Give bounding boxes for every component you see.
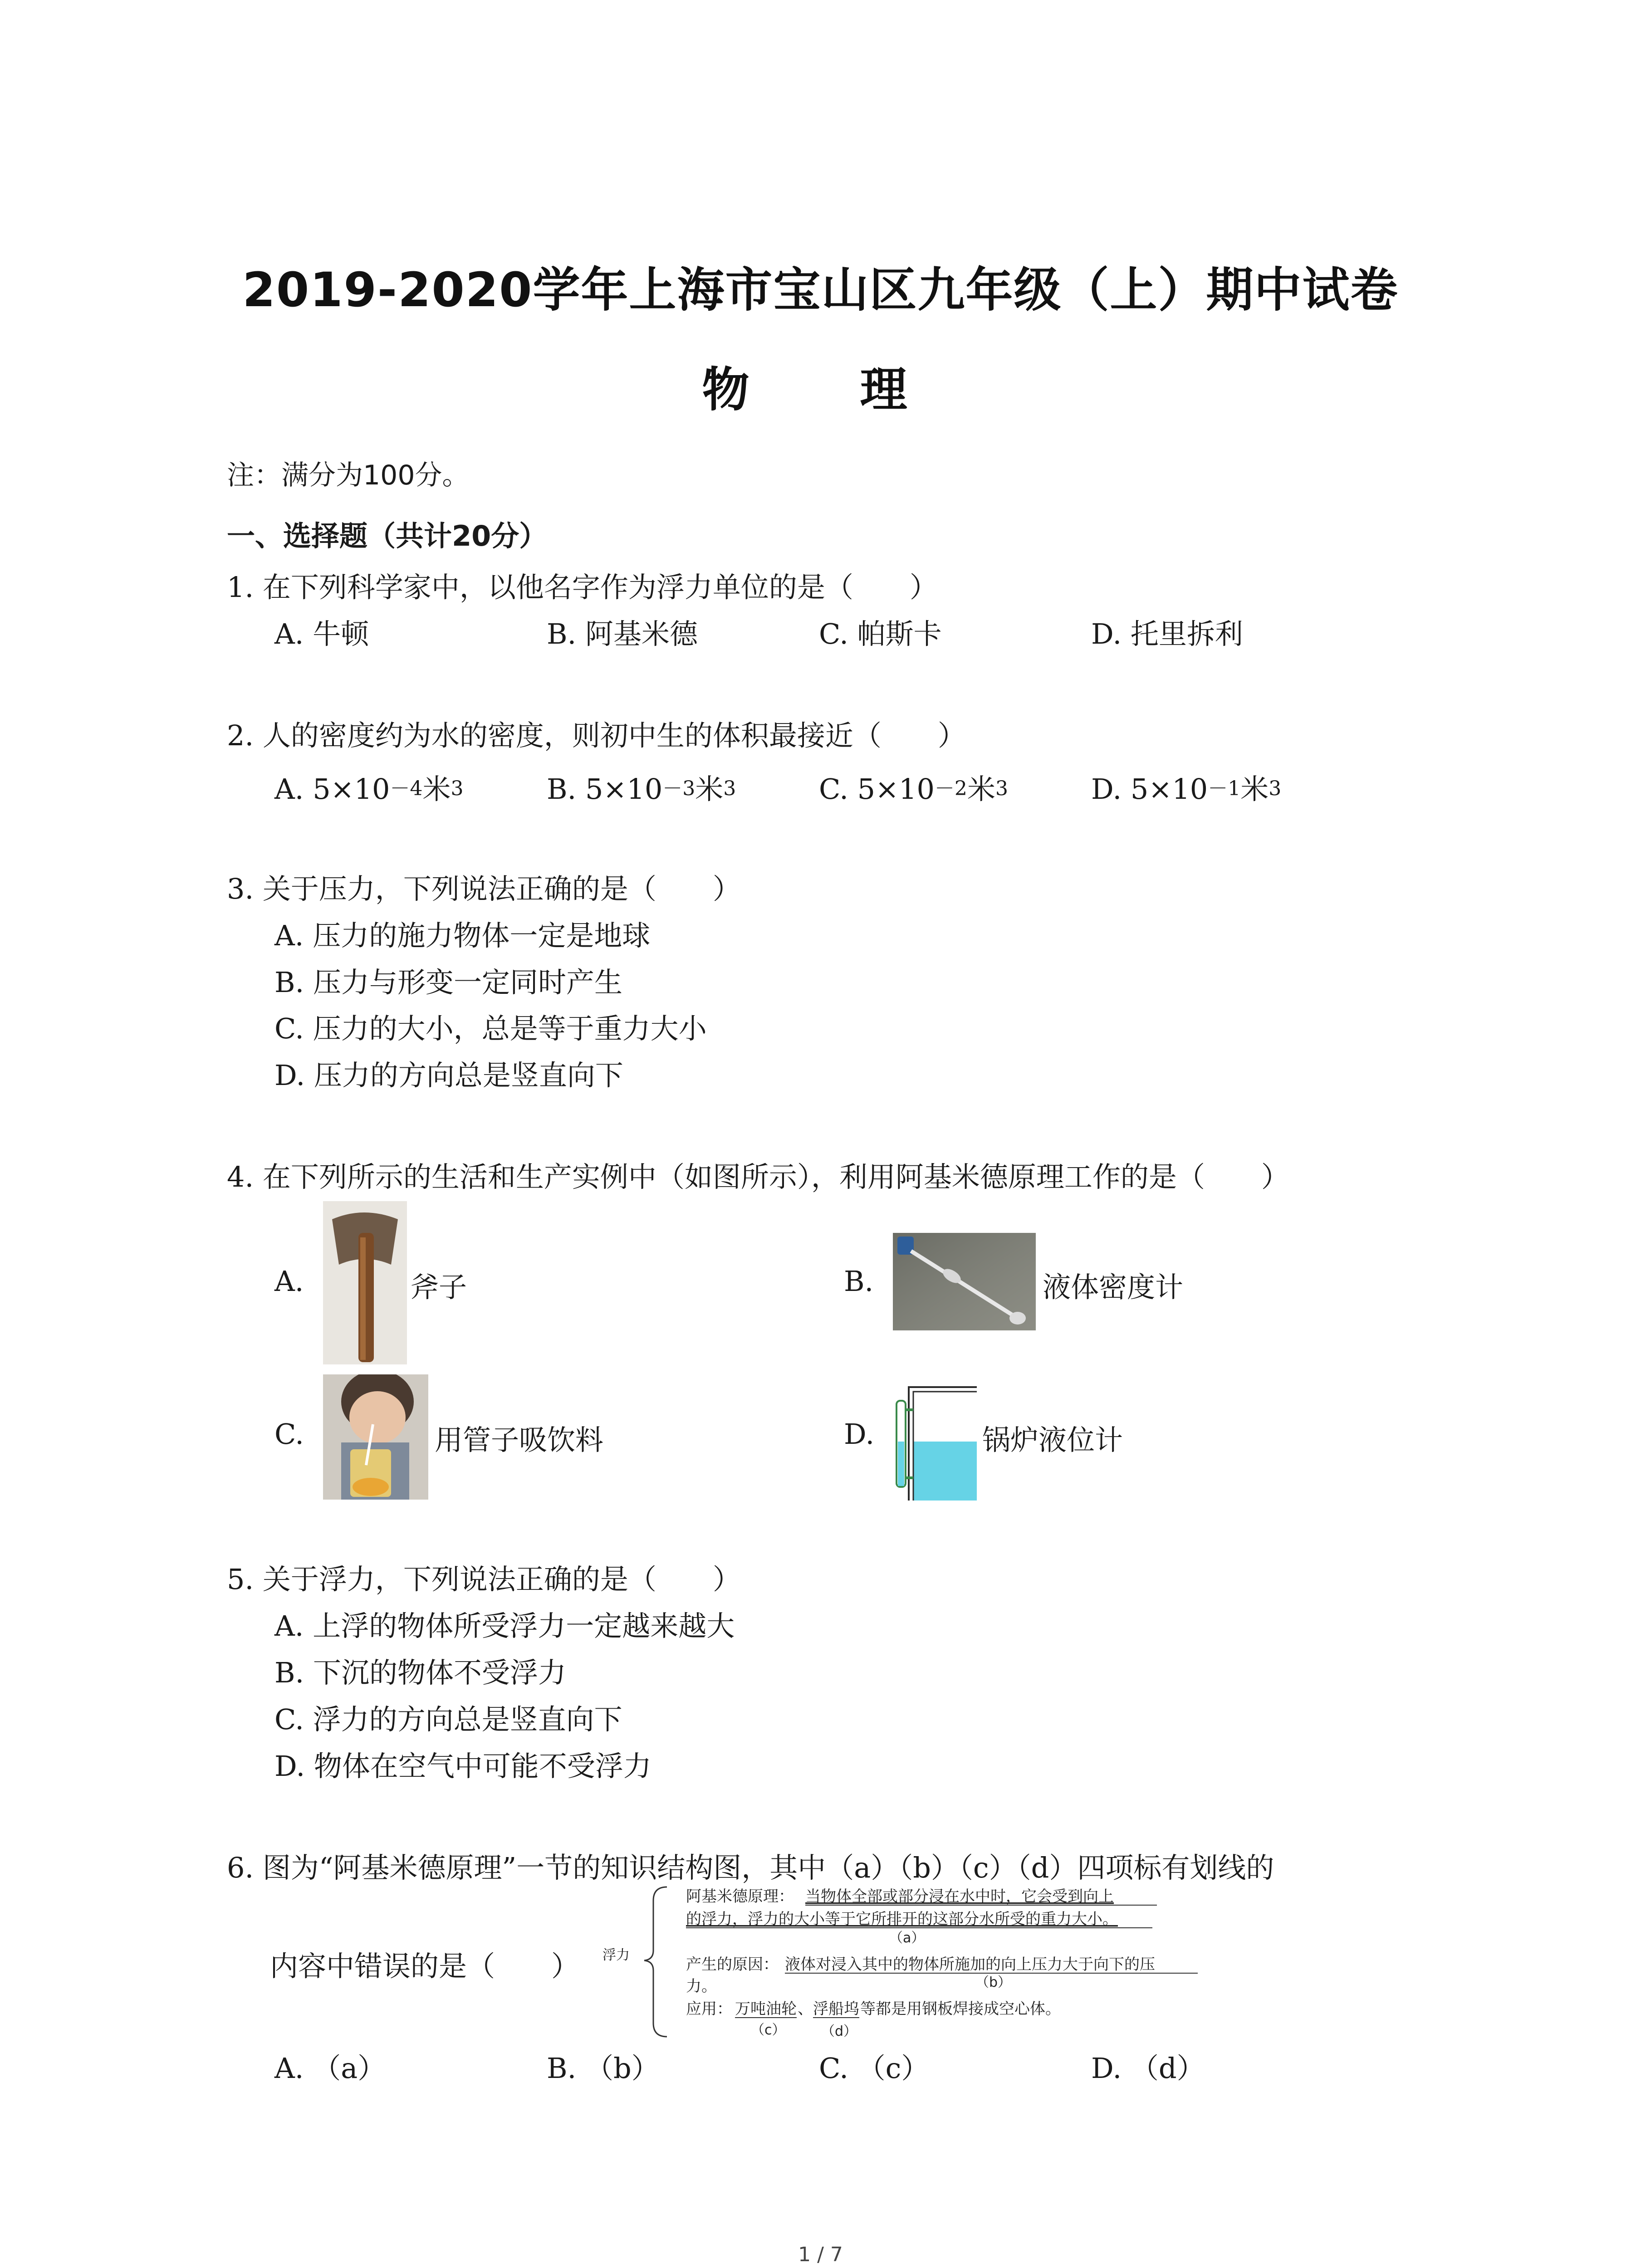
q1-option-d: D. 托里拆利 <box>1091 617 1243 650</box>
q2-option-b <box>547 767 736 807</box>
q2-d-unit: 米 <box>1240 772 1269 806</box>
diagram-line1-text: 当物体全部或部分浸在水中时，它会受到向上 <box>805 1887 1114 1906</box>
diagram-line1-label: 阿基米德原理： <box>686 1887 794 1906</box>
subject-title: 物 理 <box>702 362 939 417</box>
question-3-stem: 3. 关于压力，下列说法正确的是（ ） <box>227 872 741 905</box>
boiler-gauge-image <box>893 1374 977 1501</box>
diagram-mark-c: （c） <box>751 2022 786 2038</box>
exam-title: 2019-2020学年上海市宝山区九年级（上）期中试卷 <box>242 262 1399 318</box>
q3-option-c: C. 压力的大小，总是等于重力大小 <box>274 1012 707 1045</box>
q1-option-c: C. 帕斯卡 <box>819 617 942 650</box>
diagram-mark-d: （d） <box>821 2024 857 2039</box>
diagram-root: 浮力 <box>603 1947 630 1963</box>
question-5-stem: 5. 关于浮力，下列说法正确的是（ ） <box>227 1563 741 1596</box>
question-6-stem-line2: 内容中错误的是（ ） <box>270 1950 580 1983</box>
question-4-stem: 4. 在下列所示的生活和生产实例中（如图所示），利用阿基米德原理工作的是（ ） <box>227 1160 1289 1193</box>
q2-option-d <box>1091 767 1281 807</box>
q4-option-d-label: D. <box>844 1418 875 1451</box>
q4-option-a-label: A. <box>274 1265 304 1298</box>
q1-option-b: B. 阿基米德 <box>547 617 698 650</box>
q6-option-b: B. （b） <box>547 2052 660 2085</box>
q6-option-a: A. （a） <box>274 2052 386 2085</box>
q4-option-d-text: 锅炉液位计 <box>982 1423 1123 1457</box>
q2-a-base: A. 5×10 <box>274 772 390 806</box>
q2-a-exponent: －4 <box>390 777 423 800</box>
q3-option-a: A. 压力的施力物体一定是地球 <box>274 919 651 952</box>
hydrometer-image <box>893 1233 1036 1330</box>
diagram-line5-item-c: 万吨油轮 <box>735 2000 797 2018</box>
buoyancy-structure-diagram <box>599 1882 1216 2041</box>
q5-option-a: A. 上浮的物体所受浮力一定越来越大 <box>274 1609 735 1642</box>
question-6-stem-line1: 6. 图为“阿基米德原理”一节的知识结构图，其中（a）（b）（c）（d）四项标有划线的 <box>227 1851 1274 1884</box>
diagram-line5-label: 应用： <box>686 2000 732 2018</box>
q2-c-unit: 米 <box>967 772 995 806</box>
score-note: 注：满分为100分。 <box>227 459 470 491</box>
q2-b-unit-power: 3 <box>723 777 736 800</box>
section-heading: 一、选择题（共计20分） <box>227 519 548 552</box>
diagram-line3-label: 产生的原因： <box>686 1955 779 1974</box>
axe-image <box>323 1201 407 1364</box>
q2-a-unit: 米 <box>422 772 451 806</box>
q5-option-c: C. 浮力的方向总是竖直向下 <box>274 1703 622 1736</box>
diagram-line3-text: 液体对浸入其中的物体所施加的向上压力大于向下的压 <box>785 1955 1155 1974</box>
straw-drink-image <box>323 1374 428 1500</box>
q4-option-c-label: C. <box>274 1418 304 1451</box>
q5-option-b: B. 下沉的物体不受浮力 <box>274 1656 566 1689</box>
q2-d-unit-power: 3 <box>1269 777 1282 800</box>
q4-option-b-label: B. <box>844 1265 874 1298</box>
diagram-mark-a: （a） <box>889 1930 925 1946</box>
q2-c-exponent: －2 <box>934 777 967 800</box>
diagram-line2-text: 的浮力，浮力的大小等于它所排开的这部分水所受的重力大小。 <box>686 1910 1118 1928</box>
q2-d-base: D. 5×10 <box>1091 772 1208 806</box>
diagram-line5-item-d: 浮船坞 <box>813 2000 859 2018</box>
q3-option-d: D. 压力的方向总是竖直向下 <box>274 1059 623 1092</box>
q2-d-exponent: －1 <box>1208 777 1241 800</box>
q2-option-c <box>819 767 1008 807</box>
question-2-stem: 2. 人的密度约为水的密度，则初中生的体积最接近（ ） <box>227 719 966 752</box>
q1-option-a: A. 牛顿 <box>274 617 369 650</box>
q4-option-c-text: 用管子吸饮料 <box>435 1423 604 1457</box>
q3-option-b: B. 压力与形变一定同时产生 <box>274 966 622 999</box>
q2-a-unit-power: 3 <box>451 777 464 800</box>
diagram-line5-sep: 、 <box>798 2000 813 2018</box>
q4-option-a-text: 斧子 <box>411 1271 467 1304</box>
q2-b-base: B. 5×10 <box>547 772 663 806</box>
q6-option-d: D. （d） <box>1091 2052 1205 2085</box>
q2-b-unit: 米 <box>695 772 724 806</box>
page-number: 1 / 7 <box>798 2243 843 2266</box>
q5-option-d: D. 物体在空气中可能不受浮力 <box>274 1750 652 1783</box>
diagram-line4-text: 力。 <box>686 1977 717 1995</box>
q2-b-exponent: －3 <box>662 777 696 800</box>
q2-c-unit-power: 3 <box>995 777 1008 800</box>
q2-option-a <box>274 767 464 807</box>
q2-c-base: C. 5×10 <box>819 772 935 806</box>
question-1-stem: 1. 在下列科学家中，以他名字作为浮力单位的是（ ） <box>227 571 938 604</box>
diagram-line5-rest: 等都是用钢板焊接成空心体。 <box>860 2000 1061 2018</box>
q6-option-c: C. （c） <box>819 2052 930 2085</box>
q4-option-b-text: 液体密度计 <box>1043 1271 1184 1304</box>
diagram-mark-b: （b） <box>975 1975 1012 1990</box>
